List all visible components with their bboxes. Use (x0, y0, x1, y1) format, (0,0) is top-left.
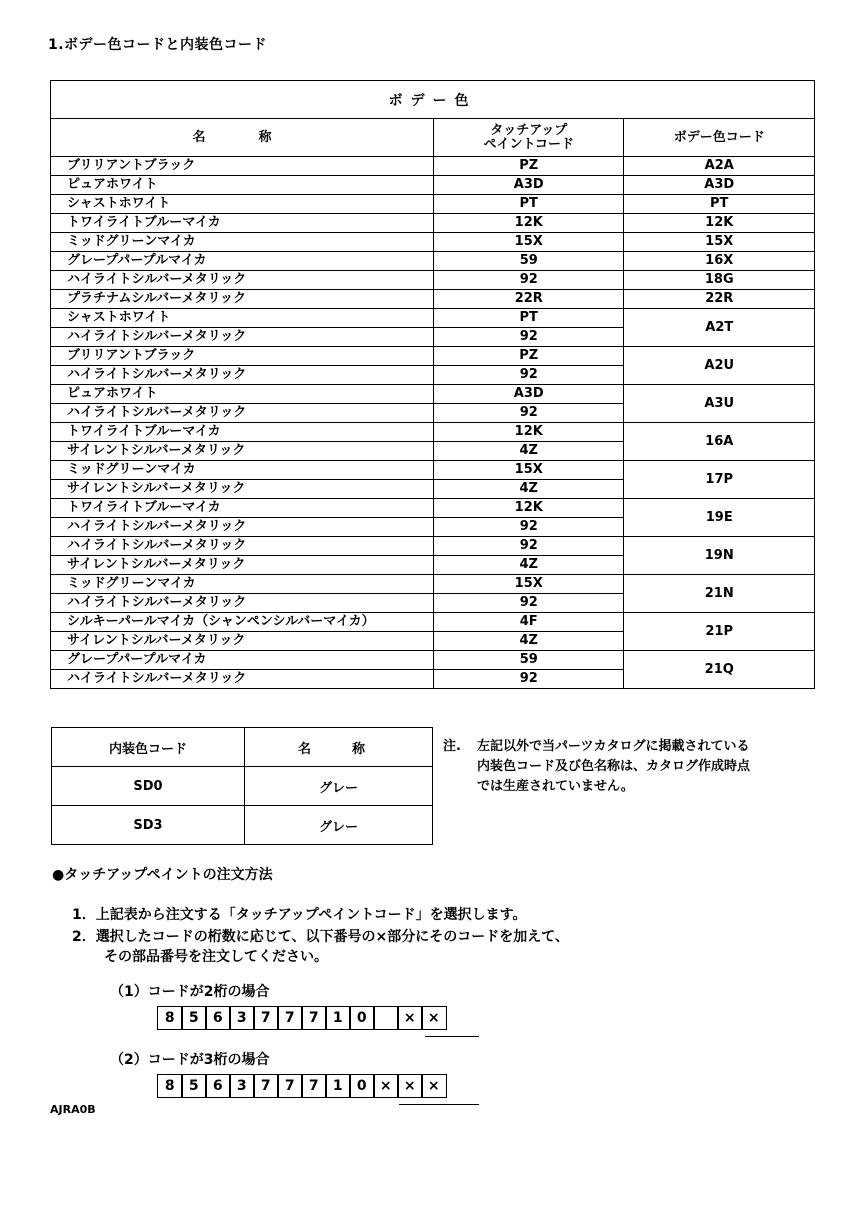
color-name: ピュアホワイト (51, 385, 434, 404)
page-title: 1.ボデー色コードと内装色コード (48, 37, 268, 53)
table-row (52, 806, 433, 845)
body-color-code: 12K (624, 214, 815, 233)
table-row (51, 176, 815, 195)
digit-box: 7 (253, 1006, 279, 1030)
table-row (51, 651, 815, 670)
table-row (51, 290, 815, 309)
touch-up-paint-code: 92 (434, 366, 624, 385)
digit-box: 7 (277, 1074, 303, 1098)
body-color-code: 17P (624, 461, 815, 499)
interior-color-table (51, 727, 433, 845)
touch-up-paint-code: 15X (434, 461, 624, 480)
column-header-paint-code-line: タッチアップ (490, 122, 568, 138)
touch-up-paint-code: 4F (434, 613, 624, 632)
digit-box: 7 (253, 1074, 279, 1098)
note (443, 737, 827, 797)
touch-up-paint-code: PT (434, 195, 624, 214)
touch-up-paint-code: 4Z (434, 442, 624, 461)
touch-up-paint-code: 22R (434, 290, 624, 309)
color-name: グレープパープルマイカ (51, 252, 434, 271)
order-step-2-cont: その部品番号を注文してください。 (104, 949, 328, 965)
touch-up-paint-code: 4Z (434, 632, 624, 651)
body-color-code: 21P (624, 613, 815, 651)
digit-box: 5 (181, 1006, 207, 1030)
digit-box: × (397, 1074, 423, 1098)
note-mark: 注. (443, 739, 461, 754)
body-color-table (50, 80, 815, 689)
body-color-code: 19N (624, 537, 815, 575)
digit-box: × (397, 1006, 423, 1030)
column-header-interior-code: 内装色コード (52, 728, 245, 767)
column-header-body-code: ボデー色コード (624, 119, 815, 157)
touch-up-paint-code: 12K (434, 423, 624, 442)
body-color-code: PT (624, 195, 815, 214)
color-name: グレープパープルマイカ (51, 651, 434, 670)
touch-up-paint-code: PT (434, 309, 624, 328)
interior-code: SD0 (52, 767, 245, 806)
order-heading: ●タッチアップペイントの注文方法 (52, 867, 273, 883)
color-name: シャストホワイト (51, 195, 434, 214)
digit-box: 7 (277, 1006, 303, 1030)
table-row (51, 499, 815, 518)
interior-name: グレー (245, 806, 433, 845)
table-header: ボデー色 (51, 81, 815, 119)
color-name: シルキーパールマイカ（シャンペンシルバーマイカ） (51, 613, 434, 632)
digit-box: × (421, 1006, 447, 1030)
touch-up-paint-code: 59 (434, 252, 624, 271)
color-name: ミッドグリーンマイカ (51, 233, 434, 252)
table-row (51, 157, 815, 176)
table-row (51, 461, 815, 480)
table-row (51, 309, 815, 328)
color-name: サイレントシルバーメタリック (51, 442, 434, 461)
part-number-boxes-2digit (157, 1006, 445, 1030)
color-name: ピュアホワイト (51, 176, 434, 195)
touch-up-paint-code: 15X (434, 233, 624, 252)
code-underline (399, 1104, 479, 1105)
color-name: ブリリアントブラック (51, 157, 434, 176)
color-name: ミッドグリーンマイカ (51, 575, 434, 594)
color-name: ミッドグリーンマイカ (51, 461, 434, 480)
case-2-label: （2）コードが3桁の場合 (110, 1052, 270, 1068)
table-row (51, 271, 815, 290)
color-name: ハイライトシルバーメタリック (51, 670, 434, 689)
interior-name: グレー (245, 767, 433, 806)
digit-box: 5 (181, 1074, 207, 1098)
column-header-paint-code (434, 119, 624, 157)
touch-up-paint-code: 12K (434, 214, 624, 233)
table-row (51, 537, 815, 556)
touch-up-paint-code: A3D (434, 385, 624, 404)
digit-box: 7 (301, 1074, 327, 1098)
table-row (51, 347, 815, 366)
digit-box: × (373, 1074, 399, 1098)
color-name: プラチナムシルバーメタリック (51, 290, 434, 309)
digit-box: 0 (349, 1074, 375, 1098)
note-line: では生産されていません。 (477, 779, 634, 794)
touch-up-paint-code: 92 (434, 518, 624, 537)
touch-up-paint-code: 15X (434, 575, 624, 594)
body-color-code: A3D (624, 176, 815, 195)
color-name: ハイライトシルバーメタリック (51, 594, 434, 613)
touch-up-paint-code: 59 (434, 651, 624, 670)
touch-up-paint-code: 92 (434, 594, 624, 613)
color-name: ハイライトシルバーメタリック (51, 366, 434, 385)
digit-box: 0 (349, 1006, 375, 1030)
color-name: トワイライトブルーマイカ (51, 214, 434, 233)
table-row (51, 613, 815, 632)
digit-box: 3 (229, 1006, 255, 1030)
table-row (51, 195, 815, 214)
color-name: ハイライトシルバーメタリック (51, 328, 434, 347)
color-name: ブリリアントブラック (51, 347, 434, 366)
digit-box: 1 (325, 1074, 351, 1098)
color-name: サイレントシルバーメタリック (51, 480, 434, 499)
body-color-code: A2U (624, 347, 815, 385)
digit-box: 6 (205, 1074, 231, 1098)
table-row (52, 767, 433, 806)
table-row (51, 252, 815, 271)
code-underline (425, 1036, 479, 1037)
body-color-code: 19E (624, 499, 815, 537)
part-number-boxes-3digit (157, 1074, 445, 1098)
color-name: トワイライトブルーマイカ (51, 423, 434, 442)
body-color-code: 21N (624, 575, 815, 613)
body-color-code: 18G (624, 271, 815, 290)
order-step-1: 1．上記表から注文する「タッチアップペイントコード」を選択します。 (72, 907, 527, 923)
column-header-name: 名 称 (51, 119, 434, 157)
touch-up-paint-code: 92 (434, 271, 624, 290)
table-row (51, 575, 815, 594)
body-color-code: A2T (624, 309, 815, 347)
touch-up-paint-code: 12K (434, 499, 624, 518)
color-name: ハイライトシルバーメタリック (51, 537, 434, 556)
digit-box: 3 (229, 1074, 255, 1098)
touch-up-paint-code: 92 (434, 404, 624, 423)
touch-up-paint-code: 4Z (434, 480, 624, 499)
touch-up-paint-code: 4Z (434, 556, 624, 575)
touch-up-paint-code: A3D (434, 176, 624, 195)
touch-up-paint-code: 92 (434, 537, 624, 556)
table-row (51, 233, 815, 252)
order-step-2: 2．選択したコードの桁数に応じて、以下番号の×部分にそのコードを加えて、 (72, 929, 569, 945)
table-row (51, 214, 815, 233)
table-row (51, 385, 815, 404)
digit-box: 6 (205, 1006, 231, 1030)
body-color-code: A2A (624, 157, 815, 176)
column-header-interior-name: 名 称 (245, 728, 433, 767)
body-color-code: A3U (624, 385, 815, 423)
note-line: 左記以外で当パーツカタログに掲載されている (477, 739, 750, 754)
digit-box: 8 (157, 1074, 183, 1098)
color-name: シャストホワイト (51, 309, 434, 328)
digit-box: 8 (157, 1006, 183, 1030)
case-1-label: （1）コードが2桁の場合 (110, 984, 270, 1000)
body-color-code: 21Q (624, 651, 815, 689)
touch-up-paint-code: PZ (434, 157, 624, 176)
interior-code: SD3 (52, 806, 245, 845)
digit-box (373, 1006, 399, 1030)
body-color-code: 16A (624, 423, 815, 461)
color-name: ハイライトシルバーメタリック (51, 518, 434, 537)
note-line: 内装色コード及び色名称は、カタログ作成時点 (477, 759, 751, 774)
color-name: トワイライトブルーマイカ (51, 499, 434, 518)
touch-up-paint-code: PZ (434, 347, 624, 366)
body-color-code: 22R (624, 290, 815, 309)
color-name: サイレントシルバーメタリック (51, 632, 434, 651)
column-header-paint-code-line: ペイントコード (483, 136, 574, 152)
digit-box: × (421, 1074, 447, 1098)
touch-up-paint-code: 92 (434, 328, 624, 347)
footer-code: AJRA0B (50, 1103, 96, 1116)
color-name: ハイライトシルバーメタリック (51, 404, 434, 423)
table-row (51, 423, 815, 442)
color-name: ハイライトシルバーメタリック (51, 271, 434, 290)
digit-box: 1 (325, 1006, 351, 1030)
body-color-code: 15X (624, 233, 815, 252)
touch-up-paint-code: 92 (434, 670, 624, 689)
color-name: サイレントシルバーメタリック (51, 556, 434, 575)
body-color-code: 16X (624, 252, 815, 271)
digit-box: 7 (301, 1006, 327, 1030)
